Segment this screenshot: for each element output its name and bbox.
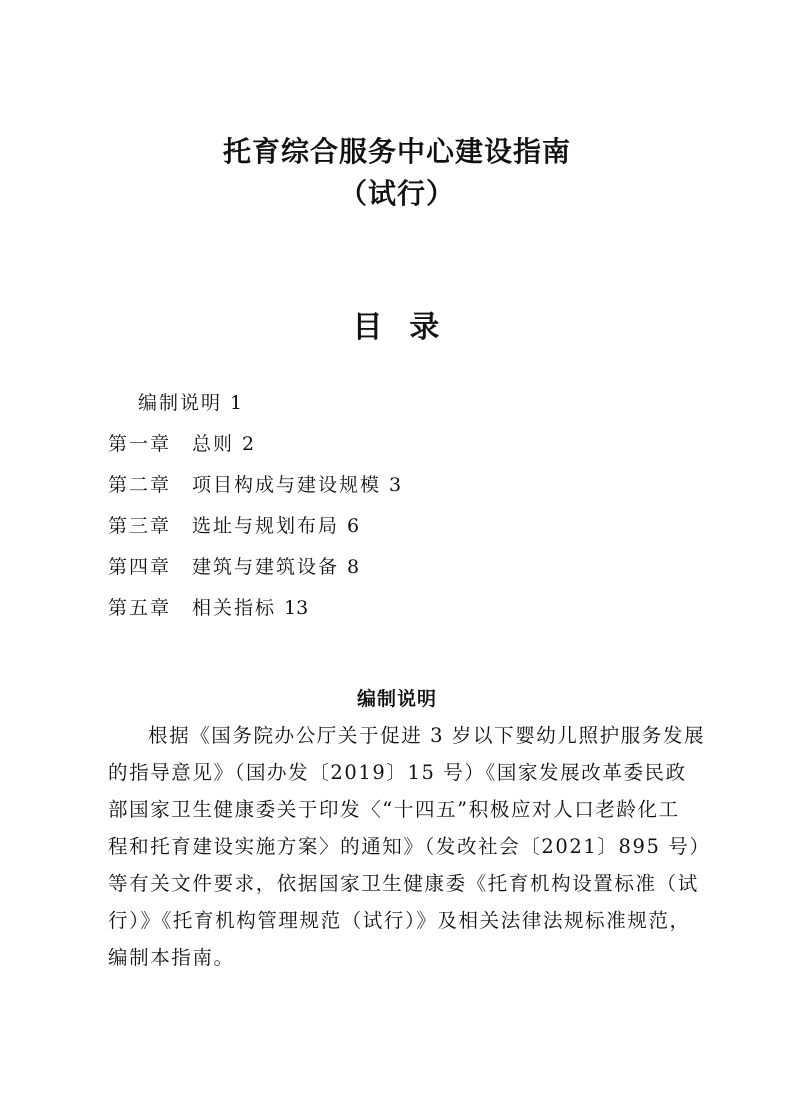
toc-item-chapter-5[interactable] bbox=[108, 593, 308, 623]
toc-item-title: 选址与规划布局 bbox=[192, 515, 340, 537]
toc-item-chapter: 第五章 bbox=[108, 597, 172, 619]
paragraph-line: 程和托育建设实施方案〉的通知》（发改社会〔2021〕895 号） bbox=[108, 835, 711, 858]
toc-item-page: 6 bbox=[347, 515, 360, 537]
toc-item-title: 编制说明 bbox=[138, 392, 223, 414]
section-heading: 编制说明 bbox=[356, 688, 437, 710]
toc-item-chapter: 第四章 bbox=[108, 556, 172, 578]
toc-item-title: 相关指标 bbox=[192, 597, 277, 619]
toc-heading: 目 录 bbox=[352, 310, 442, 345]
toc-item-chapter-3[interactable] bbox=[108, 511, 359, 541]
toc-item-page: 1 bbox=[230, 392, 243, 414]
paragraph-line: 等有关文件要求，依据国家卫生健康委《托育机构设置标准（试 bbox=[108, 872, 699, 895]
toc-item-chapter: 第一章 bbox=[108, 433, 172, 455]
toc-item-intro[interactable] bbox=[138, 388, 242, 418]
toc-item-chapter: 第三章 bbox=[108, 515, 172, 537]
paragraph-line: 行）》《托育机构管理规范（试行）》及相关法律法规标准规范， bbox=[108, 909, 691, 932]
toc-item-title: 项目构成与建设规模 bbox=[192, 474, 382, 496]
toc-item-title: 总则 bbox=[192, 433, 235, 455]
toc-item-page: 2 bbox=[242, 433, 255, 455]
paragraph-line: 的指导意见》（国办发〔2019〕15 号）《国家发展改革委民政 bbox=[108, 761, 687, 784]
toc-item-chapter-1[interactable] bbox=[108, 429, 254, 459]
paragraph-line: 根据《国务院办公厅关于促进 3 岁以下婴幼儿照护服务发展 bbox=[148, 724, 706, 747]
paragraph-line: 部国家卫生健康委关于印发〈“十四五”积极应对人口老龄化工 bbox=[108, 798, 680, 821]
toc-item-chapter: 第二章 bbox=[108, 474, 172, 496]
document-title: 托育综合服务中心建设指南 bbox=[222, 135, 571, 168]
paragraph-line: 编制本指南。 bbox=[108, 946, 235, 969]
toc-item-title: 建筑与建筑设备 bbox=[192, 556, 340, 578]
toc-item-page: 3 bbox=[389, 474, 402, 496]
toc-item-page: 13 bbox=[284, 597, 309, 619]
toc-item-chapter-4[interactable] bbox=[108, 552, 359, 582]
document-subtitle: （试行） bbox=[338, 177, 455, 210]
toc-item-page: 8 bbox=[347, 556, 360, 578]
toc-item-chapter-2[interactable] bbox=[108, 470, 401, 500]
